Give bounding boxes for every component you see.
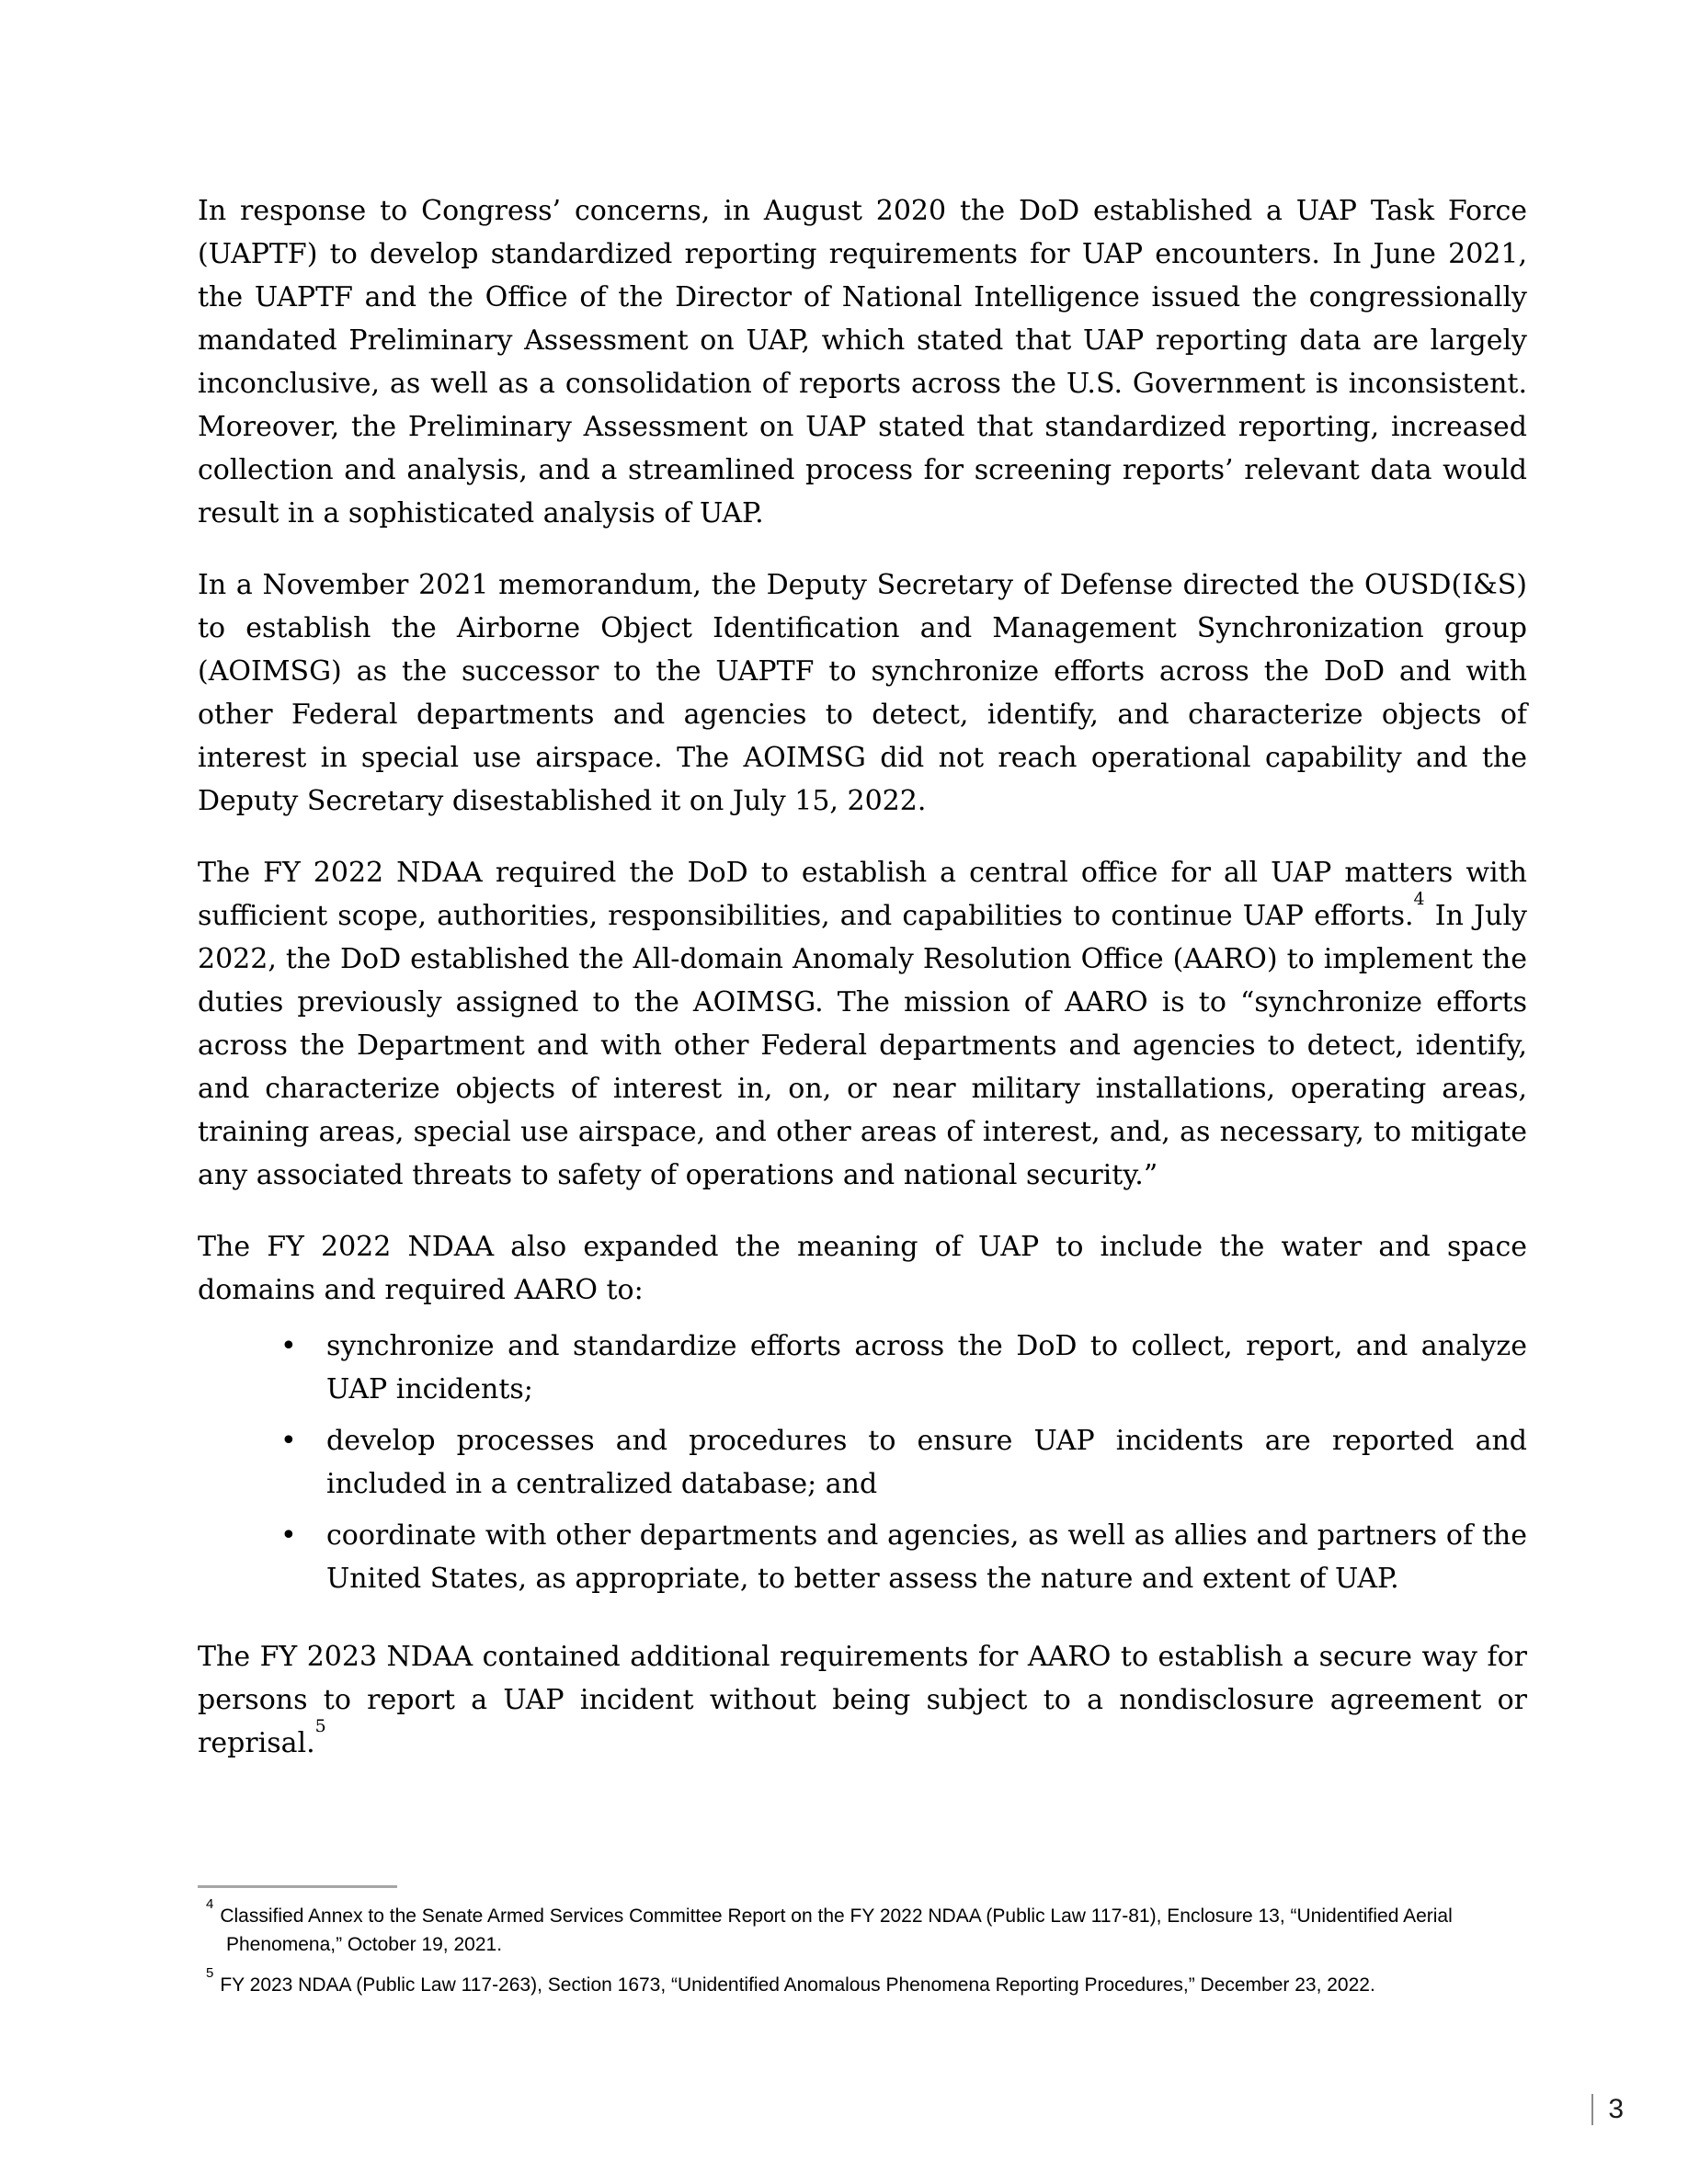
paragraph-list-intro: The FY 2022 NDAA also expanded the meaning of UAP to include the water and space domains and required AARO to: — [198, 1231, 1527, 1306]
paragraph-fy2023-text: The FY 2023 NDAA contained additional requirements for AARO to establish a secure way for persons to report a UAP incident without being subject to a nondisclosure agreement or reprisal. — [198, 1641, 1527, 1759]
footnote-separator — [198, 1885, 397, 1888]
bullet-icon: • — [280, 1330, 297, 1362]
bullet-icon: • — [280, 1519, 297, 1552]
footnote-reference-5: 5 — [314, 1716, 326, 1736]
bullet-icon: • — [280, 1425, 297, 1457]
list-item-text: synchronize and standardize efforts across the DoD to collect, report, and analyze UAP incidents; — [326, 1330, 1527, 1405]
paragraph-aaro-text-after: In July 2022, the DoD established the All-domain Anomaly Resolution Office (AARO) to implement the duties previously assigned to the AOIMSG. The mission of AARO is to “synchronize efforts across the Department and with other Federal departments and agencies to detect, identify, and characterize objects of interest in, on, or near military installations, operating areas, training areas, special use airspace, and other areas of interest, and, as necessary, to mitigate any associated threats to safety of operations and national security.” — [198, 900, 1527, 1191]
list-item-text: coordinate with other departments and agencies, as well as allies and partners of the United States, as appropriate, to better assess the nature and extent of UAP. — [326, 1519, 1527, 1595]
footnote-marker: 5 — [206, 1965, 214, 1981]
list-item — [198, 1325, 1527, 1411]
footnote-section — [198, 1885, 1496, 2006]
footnote-text: Classified Annex to the Senate Armed Services Committee Report on the FY 2022 NDAA (Public Law 117-81), Enclosure 13, “Unidentified Aerial Phenomena,” October 19, 2021. — [220, 1905, 1453, 1955]
page-number-divider — [1591, 2094, 1593, 2125]
paragraph-aaro-established — [198, 851, 1527, 1197]
paragraph-aoimsg: In a November 2021 memorandum, the Deputy Secretary of Defense directed the OUSD(I&S) to establish the Airborne Object Identification and Management Synchronization group (AOIMSG) as the successor to the UAPTF to synchronize efforts across the DoD and with other Federal departments and agencies to detect, identify, and characterize objects of interest in special use airspace. The AOIMSG did not reach operational capability and the Deputy Secretary disestablished it on July 15, 2022. — [198, 569, 1527, 817]
list-item — [198, 1419, 1527, 1506]
footnote-reference-4: 4 — [1413, 889, 1425, 909]
footnote-marker: 4 — [206, 1896, 214, 1912]
page-number — [1591, 2094, 1624, 2125]
paragraph-fy2023-ndaa — [198, 1635, 1527, 1765]
aaro-requirements-list — [198, 1325, 1527, 1600]
footnote-text: FY 2023 NDAA (Public Law 117-263), Section 1673, “Unidentified Anomalous Phenomena Reporting Procedures,” December 23, 2022. — [220, 1974, 1375, 1996]
paragraph-aaro-text-before: The FY 2022 NDAA required the DoD to establish a central office for all UAP matters with sufficient scope, authorities, responsibilities, and capabilities to continue UAP efforts. — [198, 857, 1527, 932]
footnote-5 — [198, 1965, 1496, 1999]
paragraph-uaptf-background: In response to Congress’ concerns, in August 2020 the DoD established a UAP Task Force (UAPTF) to develop standardized reporting requirements for UAP encounters. In June 2021, the UAPTF and the Office of the Director of National Intelligence issued the congressionally mandated Preliminary Assessment on UAP, which stated that UAP reporting data are largely inconclusive, as well as a consolidation of reports across the U.S. Government is inconsistent. Moreover, the Preliminary Assessment on UAP stated that standardized reporting, increased collection and analysis, and a streamlined process for screening reports’ relevant data would result in a sophisticated analysis of UAP. — [198, 195, 1527, 529]
footnote-4 — [198, 1896, 1496, 1959]
page-number-value: 3 — [1608, 2094, 1624, 2124]
list-item-text: develop processes and procedures to ensure UAP incidents are reported and included in a centralized database; and — [326, 1425, 1527, 1500]
list-item — [198, 1514, 1527, 1600]
body-text — [198, 189, 1527, 1793]
